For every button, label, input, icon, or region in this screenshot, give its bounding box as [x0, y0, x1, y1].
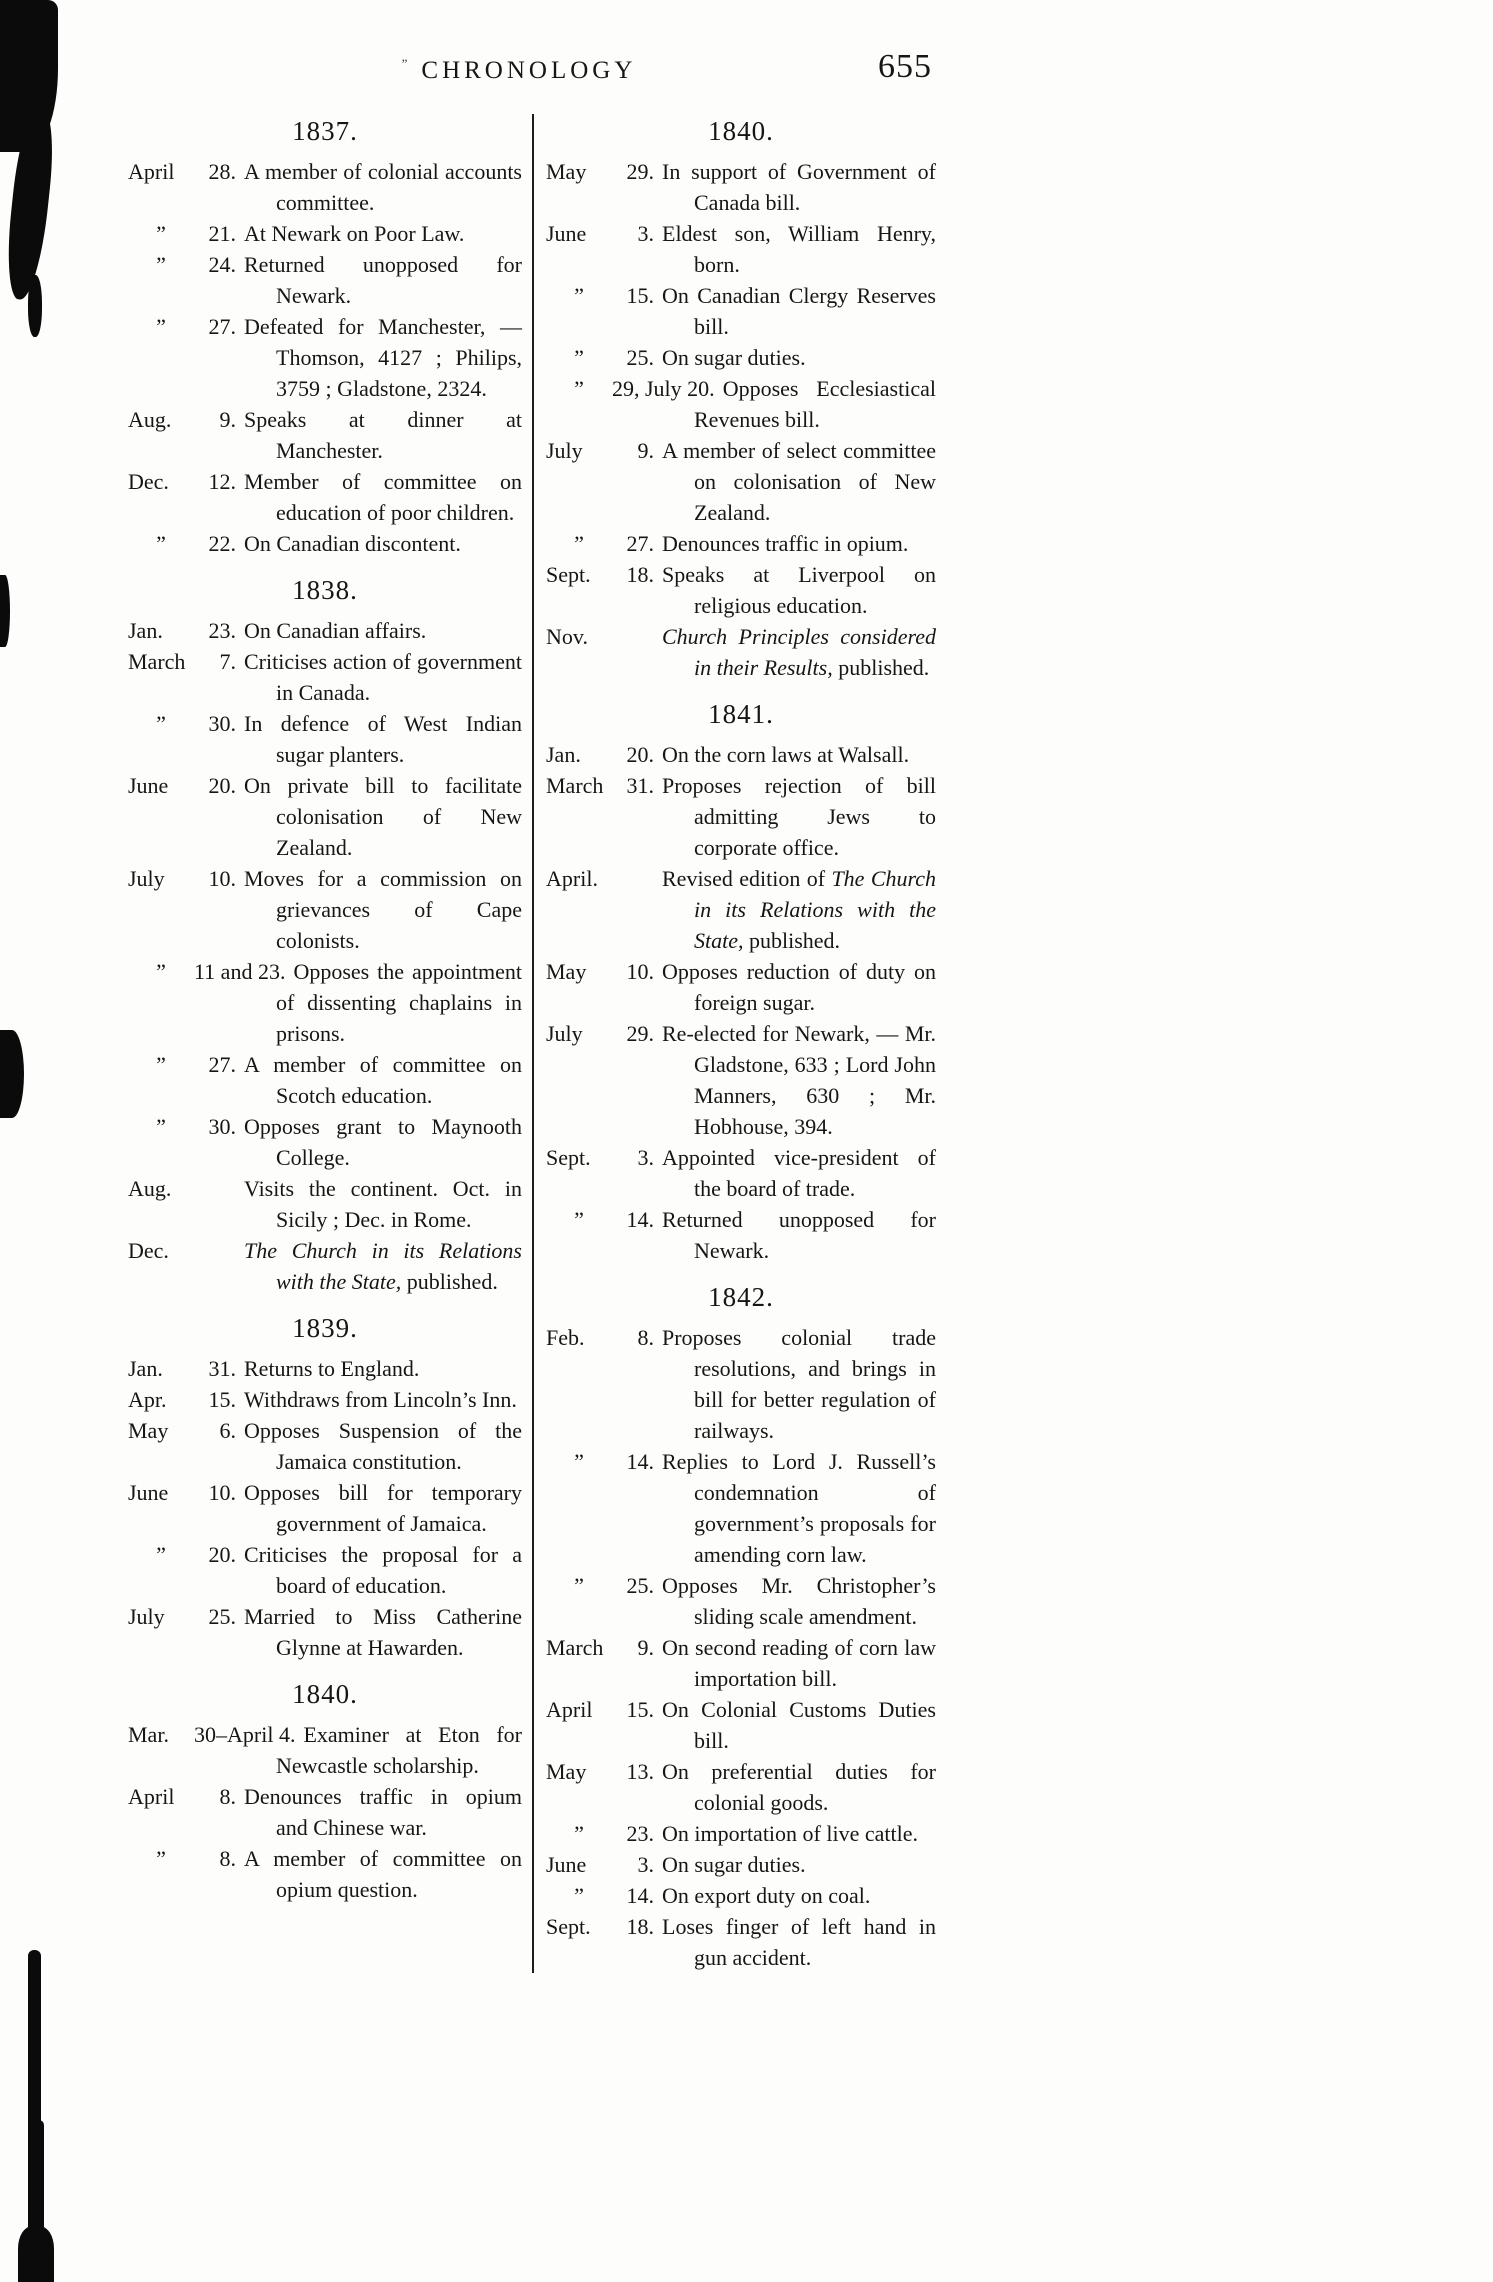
- chronology-entry: [546, 1204, 936, 1266]
- entry-month-ditto-mark: ”: [156, 252, 166, 277]
- chronology-entry: [128, 1477, 522, 1539]
- entry-day: 14.: [626, 1449, 654, 1474]
- entry-text: [244, 618, 426, 643]
- entry-text-italic-title: Church Principles considered in their Results,: [662, 624, 936, 680]
- chronology-entry: [546, 1446, 936, 1570]
- entry-text-segment: On private bill to facilitate colonisation of New Zealand.: [244, 773, 522, 860]
- entry-text-segment: Denounces traffic in opium and Chinese war.: [244, 1784, 522, 1840]
- entry-text: [662, 1852, 806, 1877]
- chronology-entry: [546, 1818, 936, 1849]
- entry-text-segment: On Canadian affairs.: [244, 618, 427, 643]
- entry-text: [662, 1883, 870, 1908]
- chronology-entry: [546, 373, 936, 435]
- entry-month: May: [546, 159, 587, 184]
- entry-day: 7.: [219, 649, 236, 674]
- entry-text: [662, 1145, 936, 1201]
- entry-text: [244, 221, 464, 246]
- entry-text-segment: Returned unopposed for Newark.: [662, 1207, 936, 1263]
- entry-day: 8.: [637, 1325, 654, 1350]
- entry-text-segment: Withdraws from Lincoln’s Inn.: [244, 1387, 517, 1412]
- chronology-entry: [128, 1539, 522, 1601]
- chronology-entry: [128, 466, 522, 528]
- entry-text-segment: Opposes reduction of duty on foreign sugar.: [662, 959, 936, 1015]
- entry-month-ditto-mark: ”: [574, 1883, 584, 1908]
- entry-text-segment: Opposes bill for temporary government of Jamaica.: [244, 1480, 522, 1536]
- chronology-entry: [128, 528, 522, 559]
- entry-day: 14.: [626, 1207, 654, 1232]
- entry-text-segment: Member of committee on education of poor children.: [244, 469, 522, 525]
- chronology-entry: [128, 708, 522, 770]
- chronology-entry: [546, 342, 936, 373]
- entry-day: 21.: [208, 221, 236, 246]
- entry-month-ditto-mark: ”: [574, 1449, 584, 1474]
- entry-text: [244, 866, 522, 953]
- entry-text: [662, 562, 936, 618]
- entry-day: 3.: [637, 221, 654, 246]
- chronology-entry: [546, 956, 936, 1018]
- entry-month: Aug.: [128, 1176, 172, 1201]
- entry-text: [662, 1021, 936, 1139]
- entry-text: [244, 1604, 522, 1660]
- entry-month: May: [128, 1418, 169, 1443]
- entry-day: 23.: [208, 618, 236, 643]
- entry-month: March: [546, 1635, 604, 1660]
- entry-text-segment: Examiner at Eton for Newcastle scholarship.: [276, 1722, 522, 1778]
- entry-text: [244, 649, 522, 705]
- entry-day: 27.: [626, 531, 654, 556]
- entry-month-ditto-mark: ”: [574, 283, 584, 308]
- chronology-column-left: [98, 114, 532, 1973]
- entry-text-segment: Appointed vice-president of the board of trade.: [662, 1145, 936, 1201]
- chronology-entry: [128, 1719, 522, 1781]
- entry-month: July: [546, 438, 583, 463]
- entry-month: July: [546, 1021, 583, 1046]
- entry-text: [662, 1821, 918, 1846]
- entry-text: [662, 742, 909, 767]
- chronology-entry: [546, 1694, 936, 1756]
- chronology-entry: [546, 218, 936, 280]
- entry-text-segment: Opposes Suspension of the Jamaica constitution.: [244, 1418, 522, 1474]
- entry-month: Dec.: [128, 1238, 169, 1263]
- entry-text-segment: On Canadian discontent.: [244, 531, 461, 556]
- entry-text: [244, 711, 522, 767]
- entry-month-ditto-mark: ”: [156, 314, 166, 339]
- chronology-entry: [546, 528, 936, 559]
- chronology-entry: [546, 1756, 936, 1818]
- scan-ink-blob-left: [0, 1030, 24, 1118]
- entry-text: [662, 959, 936, 1015]
- entry-text-segment: On the corn laws at Walsall.: [662, 742, 910, 767]
- chronology-entry: [128, 1781, 522, 1843]
- chronology-entry: [546, 1570, 936, 1632]
- entry-day: 29.: [626, 1021, 654, 1046]
- entry-text: [244, 1418, 522, 1474]
- year-heading: 1840.: [292, 1679, 358, 1709]
- entry-month: July: [128, 1604, 165, 1629]
- entry-day: 13.: [626, 1759, 654, 1784]
- entry-text: [662, 531, 908, 556]
- entry-month: Jan.: [546, 742, 581, 767]
- entry-text-segment: A member of committee on Scotch education.: [244, 1052, 522, 1108]
- chronology-entry: [546, 1911, 936, 1973]
- running-head: [98, 56, 940, 85]
- entry-text: [662, 1914, 936, 1970]
- entry-month: April.: [546, 866, 598, 891]
- entry-text-italic-title: The Church in its Relations with the State,: [244, 1238, 522, 1294]
- entry-month: Jan.: [128, 618, 163, 643]
- entry-month: Sept.: [546, 1914, 591, 1939]
- entry-text: [662, 866, 936, 953]
- entry-month-ditto-mark: ”: [574, 376, 584, 401]
- entry-day: 20.: [626, 742, 654, 767]
- entry-text: [244, 1542, 522, 1598]
- entry-day: 9.: [637, 1635, 654, 1660]
- entry-text-segment: published.: [743, 928, 841, 953]
- chronology-entry: [546, 156, 936, 218]
- entry-text-segment: Defeated for Manchester, — Thomson, 4127 ; Philips, 3759 ; Gladstone, 2324.: [244, 314, 522, 401]
- entry-text-segment: A member of committee on opium question.: [244, 1846, 522, 1902]
- entry-day: 15.: [626, 283, 654, 308]
- entry-day: 18.: [626, 1914, 654, 1939]
- chronology-entry: [546, 280, 936, 342]
- year-heading: 1842.: [708, 1282, 774, 1312]
- entry-text-segment: In support of Government of Canada bill.: [662, 159, 936, 215]
- entry-month-ditto-mark: ”: [156, 531, 166, 556]
- chronology-entry: [128, 1415, 522, 1477]
- entry-day: 14.: [626, 1883, 654, 1908]
- entry-text-segment: Proposes colonial trade resolutions, and brings in bill for better regulation of railways.: [662, 1325, 936, 1443]
- chronology-entry: [546, 1849, 936, 1880]
- chronology-entry: [546, 863, 936, 956]
- entry-month: April: [546, 1697, 593, 1722]
- chronology-entry: [546, 770, 936, 863]
- entry-month: April: [128, 159, 175, 184]
- entry-text-segment: On export duty on coal.: [662, 1883, 871, 1908]
- entry-text: [662, 1325, 936, 1443]
- entry-text-segment: On Colonial Customs Duties bill.: [662, 1697, 936, 1753]
- entry-text: [662, 773, 936, 860]
- entry-text: [694, 376, 936, 432]
- entry-text: [244, 1052, 522, 1108]
- scan-ink-mark: [0, 575, 10, 647]
- entry-month: July: [128, 866, 165, 891]
- entry-day: 10.: [626, 959, 654, 984]
- entry-day: 30.: [208, 711, 236, 736]
- chronology-entry: [128, 646, 522, 708]
- entry-day: 9.: [219, 407, 236, 432]
- entry-text-segment: Speaks at dinner at Manchester.: [244, 407, 522, 463]
- entry-text-segment: On sugar duties.: [662, 345, 806, 370]
- scan-ink-streak-bottom-left: [34, 2120, 44, 2240]
- entry-text-segment: published.: [832, 655, 930, 680]
- entry-day: 12.: [208, 469, 236, 494]
- entry-day: 25.: [626, 345, 654, 370]
- entry-day: 10.: [208, 1480, 236, 1505]
- entry-month-ditto-mark: ”: [574, 1573, 584, 1598]
- entry-text-segment: Criticises action of government in Canada.: [244, 649, 522, 705]
- entry-month: March: [546, 773, 604, 798]
- entry-month: Sept.: [546, 1145, 591, 1170]
- entry-day: 27.: [208, 1052, 236, 1077]
- entry-day: 11 and 23.: [194, 959, 286, 984]
- entry-text-segment: Visits the continent. Oct. in Sicily ; Dec. in Rome.: [244, 1176, 522, 1232]
- entry-month: April: [128, 1784, 175, 1809]
- entry-month: Dec.: [128, 469, 169, 494]
- entry-day: 10.: [208, 866, 236, 891]
- entry-day: 20.: [208, 773, 236, 798]
- chronology-entry: [128, 770, 522, 863]
- entry-text-segment: On importation of live cattle.: [662, 1821, 918, 1846]
- entry-text: [662, 1573, 936, 1629]
- entry-text-segment: Opposes the appointment of dissenting chaplains in prisons.: [276, 959, 522, 1046]
- entry-text-segment: Returned unopposed for Newark.: [244, 252, 522, 308]
- entry-day: 20.: [208, 1542, 236, 1567]
- entry-day: 22.: [208, 531, 236, 556]
- entry-text: [662, 1635, 936, 1691]
- chronology-entry: [546, 621, 936, 683]
- entry-day: 8.: [219, 1846, 236, 1871]
- entry-text-segment: On Canadian Clergy Reserves bill.: [662, 283, 936, 339]
- entry-day: 3.: [637, 1145, 654, 1170]
- entry-month: May: [546, 959, 587, 984]
- entry-text-segment: Replies to Lord J. Russell’s condemnation of government’s proposals for amending corn law.: [662, 1449, 936, 1567]
- entry-month: Jan.: [128, 1356, 163, 1381]
- year-heading: 1841.: [708, 699, 774, 729]
- entry-day: 29, July 20.: [612, 376, 715, 401]
- entry-text: [244, 407, 522, 463]
- entry-text: [244, 252, 522, 308]
- entry-month: June: [546, 1852, 587, 1877]
- entry-text: [244, 1480, 522, 1536]
- entry-month: Aug.: [128, 407, 172, 432]
- chronology-entry: [128, 956, 522, 1049]
- year-heading: 1837.: [292, 116, 358, 146]
- entry-text-segment: Revised edition of: [662, 866, 832, 891]
- entry-month: Nov.: [546, 624, 588, 649]
- entry-month: Sept.: [546, 562, 591, 587]
- entry-day: 23.: [626, 1821, 654, 1846]
- page-header: [98, 48, 940, 100]
- entry-text: [244, 469, 522, 525]
- entry-month: June: [128, 773, 169, 798]
- chronology-entry: [546, 435, 936, 528]
- entry-text-segment: A member of select committee on colonisation of New Zealand.: [662, 438, 936, 525]
- entry-month-ditto-mark: ”: [574, 531, 584, 556]
- entry-month: Feb.: [546, 1325, 585, 1350]
- entry-day: 6.: [219, 1418, 236, 1443]
- entry-day: 30.: [208, 1114, 236, 1139]
- chronology-entry: [128, 311, 522, 404]
- entry-month: Mar.: [128, 1722, 169, 1747]
- entry-month: Apr.: [128, 1387, 167, 1412]
- stray-mark: ”: [401, 56, 408, 71]
- entry-month: June: [546, 221, 587, 246]
- chronology-entry: [546, 739, 936, 770]
- entry-day: 3.: [637, 1852, 654, 1877]
- year-heading: 1838.: [292, 575, 358, 605]
- entry-text-segment: Moves for a commission on grievances of Cape colonists.: [244, 866, 522, 953]
- entry-text-segment: Speaks at Liverpool on religious education.: [662, 562, 936, 618]
- entry-day: 15.: [626, 1697, 654, 1722]
- entry-day: 31.: [208, 1356, 236, 1381]
- entry-day: 29.: [626, 159, 654, 184]
- chronology-entry: [546, 1632, 936, 1694]
- chronology-entry: [128, 1111, 522, 1173]
- entry-text: [662, 624, 936, 680]
- entry-text: [662, 438, 936, 525]
- entry-text-segment: Returns to England.: [244, 1356, 420, 1381]
- entry-text-segment: On second reading of corn law importation bill.: [662, 1635, 936, 1691]
- entry-text: [662, 1759, 936, 1815]
- chronology-entry: [128, 1384, 522, 1415]
- chronology-entry: [128, 404, 522, 466]
- entry-text-italic-title: The Church in its Relations with the State,: [694, 866, 936, 953]
- chronology-column-right: [534, 114, 940, 1973]
- page-title: CHRONOLOGY: [421, 57, 637, 84]
- entry-day: 25.: [626, 1573, 654, 1598]
- chronology-entry: [128, 863, 522, 956]
- chronology-entry: [128, 1353, 522, 1384]
- entry-text: [244, 1238, 522, 1294]
- printed-area: [98, 48, 940, 1973]
- entry-text: [244, 1114, 522, 1170]
- entry-day: 31.: [626, 773, 654, 798]
- entry-text: [244, 314, 522, 401]
- entry-text: [276, 959, 522, 1046]
- chronology-columns: [98, 114, 940, 1973]
- entry-text: [244, 1846, 522, 1902]
- chronology-entry: [128, 218, 522, 249]
- entry-text: [244, 159, 522, 215]
- entry-month-ditto-mark: ”: [156, 959, 166, 984]
- entry-text: [662, 221, 936, 277]
- entry-text-segment: At Newark on Poor Law.: [244, 221, 465, 246]
- entry-text: [662, 1207, 936, 1263]
- entry-text-segment: Opposes grant to Maynooth College.: [244, 1114, 522, 1170]
- entry-text-segment: On preferential duties for colonial goods.: [662, 1759, 936, 1815]
- scan-ink-mark: [28, 275, 42, 337]
- chronology-entry: [546, 1322, 936, 1446]
- chronology-entry: [546, 1880, 936, 1911]
- entry-text-segment: published.: [401, 1269, 498, 1294]
- entry-day: 24.: [208, 252, 236, 277]
- entry-text: [662, 283, 936, 339]
- entry-text: [244, 1387, 517, 1412]
- chronology-entry: [546, 1142, 936, 1204]
- entry-month: May: [546, 1759, 587, 1784]
- entry-text: [244, 1356, 419, 1381]
- entry-text: [662, 1449, 936, 1567]
- chronology-entry: [128, 1235, 522, 1297]
- entry-month-ditto-mark: ”: [156, 1542, 166, 1567]
- entry-month-ditto-mark: ”: [574, 1821, 584, 1846]
- entry-text-segment: Denounces traffic in opium.: [662, 531, 909, 556]
- entry-text: [662, 159, 936, 215]
- entry-text: [244, 1784, 522, 1840]
- chronology-entry: [128, 249, 522, 311]
- entry-day: 8.: [219, 1784, 236, 1809]
- chronology-entry: [128, 615, 522, 646]
- entry-text: [244, 773, 522, 860]
- entry-month: June: [128, 1480, 169, 1505]
- entry-text-segment: In defence of West Indian sugar planters.: [244, 711, 522, 767]
- entry-day: 27.: [208, 314, 236, 339]
- entry-text-segment: A member of colonial accounts committee.: [244, 159, 522, 215]
- entry-text: [244, 531, 461, 556]
- entry-text-segment: Criticises the proposal for a board of education.: [244, 1542, 522, 1598]
- entry-text-segment: Married to Miss Catherine Glynne at Hawarden.: [244, 1604, 522, 1660]
- entry-day: 15.: [208, 1387, 236, 1412]
- entry-text: [662, 345, 806, 370]
- entry-month-ditto-mark: ”: [156, 221, 166, 246]
- entry-text-segment: Opposes Mr. Christopher’s sliding scale amendment.: [662, 1573, 936, 1629]
- year-heading: 1839.: [292, 1313, 358, 1343]
- chronology-entry: [546, 1018, 936, 1142]
- entry-day: 9.: [637, 438, 654, 463]
- entry-month-ditto-mark: ”: [574, 345, 584, 370]
- entry-month-ditto-mark: ”: [156, 711, 166, 736]
- chronology-entry: [128, 156, 522, 218]
- entry-text: [662, 1697, 936, 1753]
- entry-month-ditto-mark: ”: [156, 1052, 166, 1077]
- entry-text-segment: Opposes Ecclesiastical Revenues bill.: [694, 376, 936, 432]
- chronology-entry: [128, 1049, 522, 1111]
- year-heading: 1840.: [708, 116, 774, 146]
- entry-text: [276, 1722, 522, 1778]
- entry-day: 30–April 4.: [194, 1722, 296, 1747]
- chronology-entry: [128, 1601, 522, 1663]
- entry-day: 28.: [208, 159, 236, 184]
- entry-day: 25.: [208, 1604, 236, 1629]
- entry-text-segment: Proposes rejection of bill admitting Jews to corporate office.: [662, 773, 936, 860]
- entry-text-segment: On sugar duties.: [662, 1852, 806, 1877]
- entry-text-segment: Loses finger of left hand in gun accident.: [662, 1914, 936, 1970]
- entry-month: March: [128, 649, 186, 674]
- entry-month-ditto-mark: ”: [156, 1114, 166, 1139]
- entry-month-ditto-mark: ”: [574, 1207, 584, 1232]
- chronology-entry: [128, 1843, 522, 1905]
- entry-day: 18.: [626, 562, 654, 587]
- entry-text-segment: Eldest son, William Henry, born.: [662, 221, 936, 277]
- chronology-entry: [546, 559, 936, 621]
- entry-text: [244, 1176, 522, 1232]
- chronology-entry: [128, 1173, 522, 1235]
- entry-text-segment: Re-elected for Newark, — Mr. Gladstone, 633 ; Lord John Manners, 630 ; Mr. Hobhouse, 394.: [662, 1021, 936, 1139]
- page-number: 655: [878, 48, 932, 85]
- entry-month-ditto-mark: ”: [156, 1846, 166, 1871]
